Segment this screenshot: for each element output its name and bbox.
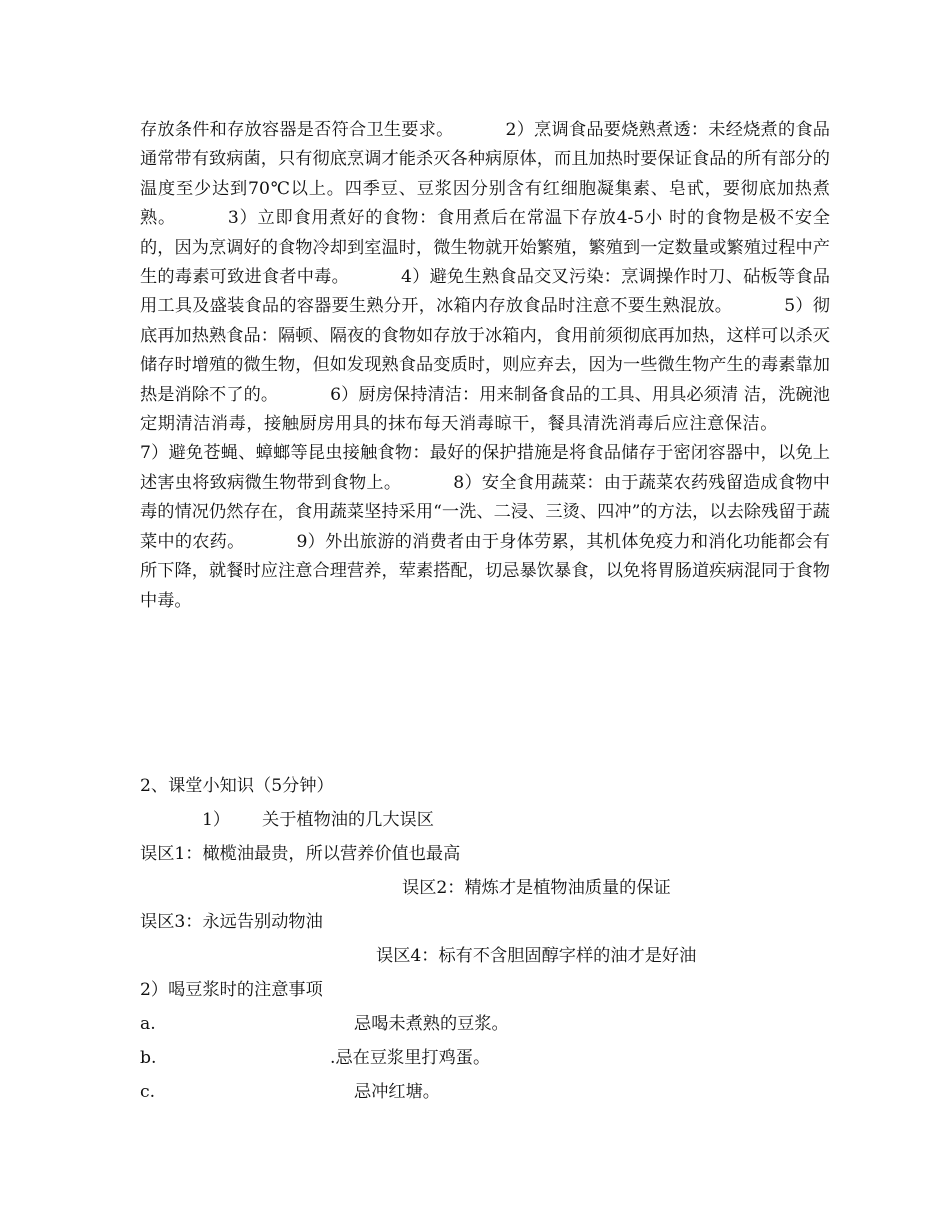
soy-milk-text-a: 忌喝未煮熟的豆浆。 [354,1014,509,1034]
para-item-6: 6）厨房保持清洁：用来制备食品的工具、用具必须清 洁，洗碗池定期清洁消毒，接触厨房用具的抹布每天消毒晾干，餐具清洗消毒后应注意保洁。 [140,384,830,435]
oil-myth-3: 误区3：永远告别动物油 [140,912,323,932]
para-sentence-1: 存放条件和存放容器是否符合卫生要求。 [140,120,454,140]
soy-milk-label-b: b. [140,1048,157,1068]
oil-myth-1: 误区1：橄榄油最贵，所以营养价值也最高 [140,844,461,864]
soy-milk-item-a [140,1009,509,1034]
oil-myths-number: 1） [202,810,231,830]
oil-myths-heading [202,805,434,830]
oil-myth-2: 误区2：精炼才是植物油质量的保证 [402,878,671,898]
soy-milk-item-c [140,1077,440,1102]
soy-milk-label-a: a. [140,1014,156,1034]
para-item-7: 7）避免苍蝇、蟑螂等昆虫接触食物：最好的保护措施是将食品储存于密闭容器中，以免上述害虫将致病微生物带到食物上。 [140,443,830,493]
oil-myths-title: 关于植物油的几大误区 [262,810,434,830]
oil-myth-4: 误区4：标有不含胆固醇字样的油才是好油 [376,946,697,966]
para-item-4: 4）避免生熟食品交叉污染：烹调操作时刀、砧板等食品用工具及盛装食品的容器要生熟分开，冰箱内存放食品时注意不要生熟混放。 [140,267,830,317]
section-heading-2: 2、课堂小知识（5分钟） [140,776,334,796]
para-item-2: 2）烹调食品要烧熟煮透：未经烧煮的食品通常带有致病菌，只有彻底烹调才能杀灭各种病原体，而且加热时要保证食品的所有部分的温度至少达到70℃以上。四季豆、豆浆因分别含有红细胞凝集素、皂甙，要彻底加热煮熟。 [140,120,830,229]
soy-milk-text-b: .忌在豆浆里打鸡蛋。 [330,1048,491,1068]
para-item-3: 3）立即食用煮好的食物：食用煮后在常温下存放4-5小 时的食物是极不安全的，因为烹调好的食物冷却到室温时，微生物就开始繁殖，繁殖到一定数量或繁殖过程中产生的毒素可致进食者中毒。 [140,208,830,288]
para-item-9: 9）外出旅游的消费者由于身体劳累，其机体免疫力和消化功能都会有所下降，就餐时应注意合理营养，荤素搭配，切忌暴饮暴食，以免将胃肠道疾病混同于食物中毒。 [140,531,830,611]
para-item-8: 8）安全食用蔬菜：由于蔬菜农药残留造成食物中毒的情况仍然存在，食用蔬菜坚持采用“一洗、二浸、三烫、四冲”的方法，以去除残留于蔬菜中的农药。 [140,472,830,552]
soy-milk-heading: 2）喝豆浆时的注意事项 [140,980,323,1000]
soy-milk-text-c: 忌冲红塘。 [354,1082,440,1102]
soy-milk-label-c: c. [140,1082,156,1102]
main-paragraph [140,116,830,616]
para-item-5: 5）彻底再加热熟食品：隔顿、隔夜的食物如存放于冰箱内，食用前须彻底再加热，这样可以杀灭储存时增殖的微生物，但如发现熟食品变质时，则应弃去，因为一些微生物产生的毒素靠加热是消除不了的。 [140,296,830,405]
soy-milk-item-b [140,1043,490,1068]
